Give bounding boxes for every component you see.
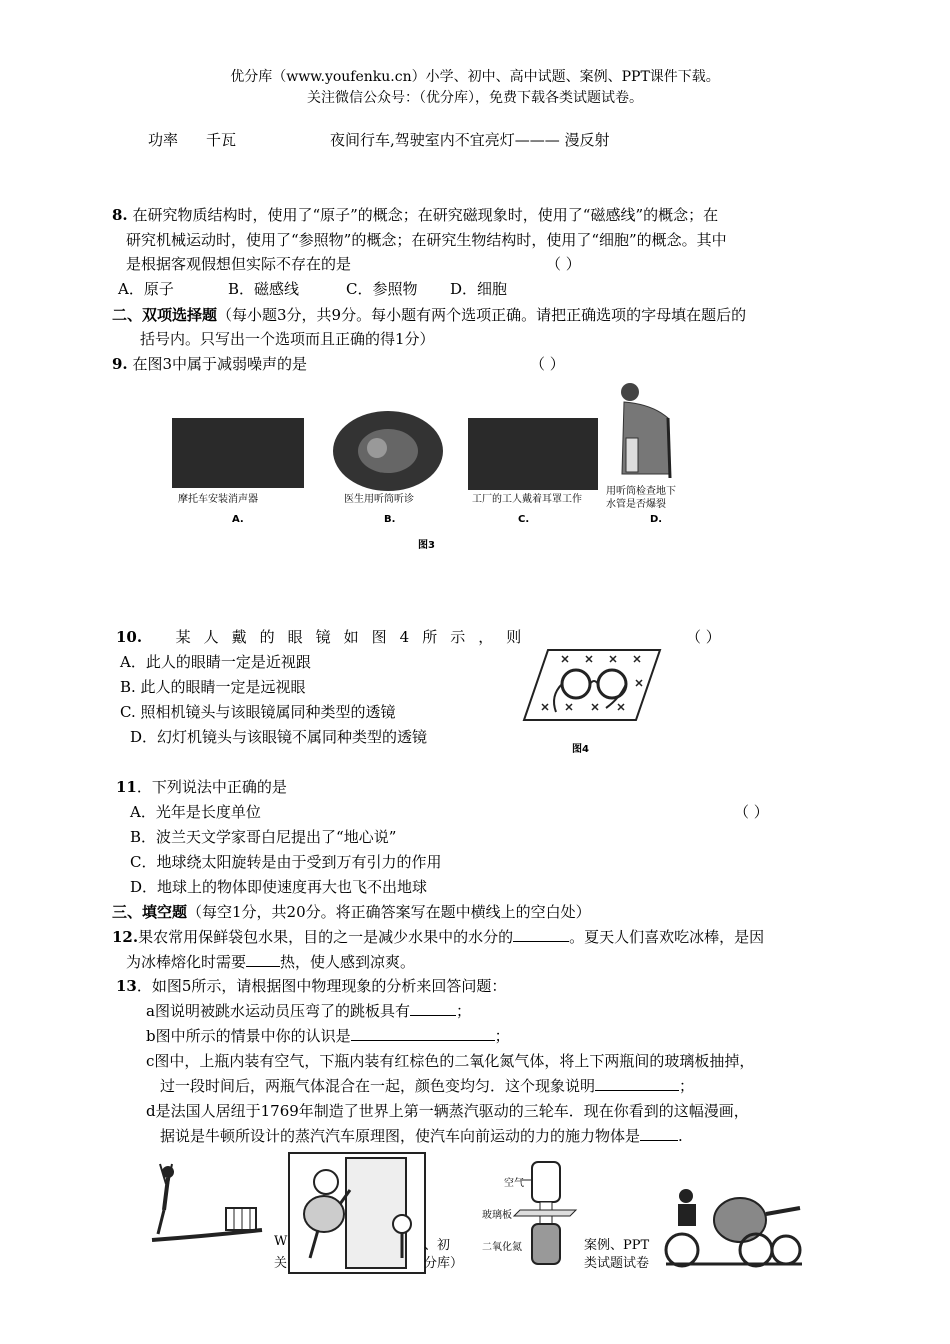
q13-blank-a[interactable]	[410, 1001, 456, 1016]
q13-d2-end: .	[678, 1127, 683, 1145]
fig3-letter-b: B.	[384, 514, 396, 525]
q11-number: 11	[116, 778, 137, 796]
fig3-letter-a: A.	[232, 514, 244, 525]
q10-option-c: C. 照相机镜头与该眼镜属同种类型的透镜	[120, 703, 396, 721]
q9-line	[112, 353, 307, 374]
fig4-label: 图4	[572, 744, 589, 755]
q12-text-1b: 。夏天人们喜欢吃冰棒，是因	[569, 928, 765, 946]
q12-blank-1[interactable]	[513, 927, 569, 942]
fig3-caption-d1: 用听筒检查地下	[606, 486, 676, 497]
q8-option-c: C．参照物	[346, 280, 418, 298]
q13-number: 13	[116, 977, 137, 995]
q12-text-2a: 为冰棒熔化时需要	[126, 953, 247, 971]
q13-line	[116, 975, 506, 996]
fig3-caption-d2: 水管是否爆裂	[606, 499, 666, 510]
fig5-overlay-5: 案例、PPT	[584, 1238, 650, 1253]
q11-line	[116, 776, 287, 797]
q11-option-c: C．地球绕太阳旋转是由于受到万有引力的作用	[130, 853, 442, 871]
section2-desc-1: （每小题3分，共9分。每小题有两个选项正确。请把正确选项的字母填在题后的	[217, 306, 747, 324]
q11-text: ．下列说法中正确的是	[136, 778, 287, 796]
q11-option-b: B．波兰天文学家哥白尼提出了“地心说”	[130, 828, 397, 846]
q12-line2	[126, 951, 415, 972]
fig5-c-label-air: 空气	[504, 1178, 524, 1189]
q10-number: 10.	[116, 628, 143, 646]
fig3-caption-a: 摩托车安装消声器	[178, 494, 258, 505]
section2-desc-2: 括号内。只写出一个选项而且正确的得1分）	[140, 330, 435, 348]
header-line-2: 关注微信公众号：（优分库），免费下载各类试题试卷。	[307, 90, 643, 106]
fig3-photo-factory	[468, 418, 598, 490]
q13-d2-text: 据说是牛顿所设计的蒸汽汽车原理图，使汽车向前运动的力的施力物体是	[160, 1127, 641, 1145]
q8-option-d: D．细胞	[450, 280, 508, 298]
fig3-photo-doctor	[332, 410, 444, 492]
q8-line2: 研究机械运动时，使用了“参照物”的概念；在研究生物结构时，使用了“细胞”的概念。其中	[126, 231, 727, 249]
q13-b-text: b图中所示的情景中你的认识是	[146, 1027, 351, 1045]
q12-text-2b: 热，使人感到凉爽。	[280, 953, 416, 971]
fig4-glasses-image	[522, 646, 662, 724]
section2-heading	[112, 304, 746, 325]
q13-part-d1: d是法国人居纽于1769年制造了世界上第一辆蒸汽驱动的三轮车．现在你看到的这幅漫画，	[146, 1102, 749, 1120]
q8-option-a: A．原子	[118, 280, 174, 298]
q8-line1	[112, 204, 718, 225]
q11-option-d: D．地球上的物体即使速度再大也飞不出地球	[130, 878, 428, 896]
q13-part-c2	[160, 1075, 694, 1096]
section3-title: 三、填空题	[112, 903, 188, 921]
top-row-col1: 功率	[148, 131, 179, 149]
fig5-overlay-6: 类试题试卷	[584, 1256, 650, 1271]
fig5-c-label-glass: 玻璃板	[482, 1210, 512, 1221]
fig5-a-diver	[146, 1160, 266, 1260]
q12-text-1a: 果农常用保鲜袋包水果，目的之一是减少水果中的水分的	[138, 928, 514, 946]
section3-heading	[112, 901, 591, 922]
fig5-b-svg	[290, 1154, 424, 1272]
q9-number: 9.	[112, 355, 128, 373]
fig3-photo-motorcycle	[172, 418, 304, 488]
q10-option-a: A．此人的眼睛一定是近视跟	[120, 653, 311, 671]
q13-part-d2	[160, 1125, 683, 1146]
q13-part-b	[146, 1025, 510, 1046]
q13-blank-b[interactable]	[351, 1026, 495, 1041]
q12-number: 12.	[112, 928, 139, 946]
q13-c2-text: 过一段时间后，两瓶气体混合在一起，颜色变均匀．这个现象说明	[160, 1077, 596, 1095]
q10-option-b: B. 此人的眼睛一定是远视眼	[120, 678, 306, 696]
fig5-d-svg	[656, 1184, 804, 1270]
q8-text-1: 在研究物质结构时，使用了“原子”的概念；在研究磁现象时，使用了“磁感线”的概念；在	[132, 206, 719, 224]
fig3-caption-b: 医生用听筒听诊	[344, 494, 414, 505]
q13-c2-end: ；	[679, 1077, 695, 1095]
q8-option-b: B．磁感线	[228, 280, 300, 298]
fig5-overlay-1: W	[274, 1234, 288, 1249]
top-row-col3: 夜间行车,驾驶室内不宜亮灯——— 漫反射	[330, 131, 610, 149]
fig3-caption-c: 工厂的工人戴着耳罩工作	[472, 494, 582, 505]
top-row-col2: 千瓦	[206, 131, 237, 149]
fig3-photo-pipe	[612, 378, 674, 482]
fig5-overlay-3: 、初	[424, 1238, 451, 1253]
q13-part-c1: c图中，上瓶内装有空气，下瓶内装有红棕色的二氧化氮气体，将上下两瓶间的玻璃板抽掉，	[146, 1052, 755, 1070]
fig3-letter-c: C.	[518, 514, 530, 525]
q10-option-d: D．幻灯机镜头与该眼镜不属同种类型的透镜	[130, 728, 428, 746]
q8-number: 8.	[112, 206, 128, 224]
fig5-c-label-no2: 二氧化氮	[482, 1242, 522, 1253]
q13-intro: ．如图5所示，请根据图中物理现象的分析来回答问题：	[136, 977, 507, 995]
q10-line	[116, 626, 534, 647]
q12-blank-2[interactable]	[246, 952, 280, 967]
q9-text: 在图3中属于减弱噪声的是	[132, 355, 307, 373]
q13-blank-d[interactable]	[640, 1126, 678, 1141]
section3-desc: （每空1分，共20分。将正确答案写在题中横线上的空白处）	[187, 903, 591, 921]
header-line-1: 优分库（www.youfenku.cn）小学、初中、高中试题、案例、PPT课件下载。	[230, 69, 720, 85]
q11-option-a: A．光年是长度单位	[130, 803, 261, 821]
q13-blank-c[interactable]	[595, 1076, 679, 1091]
q13-a-end: ；	[455, 1002, 471, 1020]
q8-line3: 是根据客观假想但实际不存在的是	[126, 255, 352, 273]
q8-answer-paren: （ ）	[546, 255, 581, 273]
q12-line1	[112, 926, 764, 947]
q13-part-a	[146, 1000, 471, 1021]
fig5-overlay-4: 分库）	[424, 1256, 464, 1271]
fig5-overlay-2: 关	[274, 1256, 288, 1271]
fig3-doctor-image	[332, 410, 444, 492]
fig5-b-door-push	[288, 1152, 426, 1274]
q9-answer-paren: （ ）	[530, 355, 565, 373]
q11-answer-paren: （ ）	[734, 803, 769, 821]
fig3-letter-d: D.	[650, 514, 663, 525]
q13-b-end: ；	[494, 1027, 510, 1045]
fig3-pipe-image	[612, 378, 674, 482]
fig4-glasses-svg	[522, 646, 662, 724]
q10-text: 某人戴的眼镜如图4所示，则	[175, 628, 535, 646]
q10-answer-paren: （ ）	[686, 628, 721, 646]
fig5-a-svg	[146, 1160, 266, 1260]
section2-title: 二、双项选择题	[112, 306, 218, 324]
q13-a-text: a图说明被跳水运动员压弯了的跳板具有	[146, 1002, 410, 1020]
fig5-d-steam-car	[656, 1184, 804, 1270]
fig3-label: 图3	[418, 540, 435, 551]
